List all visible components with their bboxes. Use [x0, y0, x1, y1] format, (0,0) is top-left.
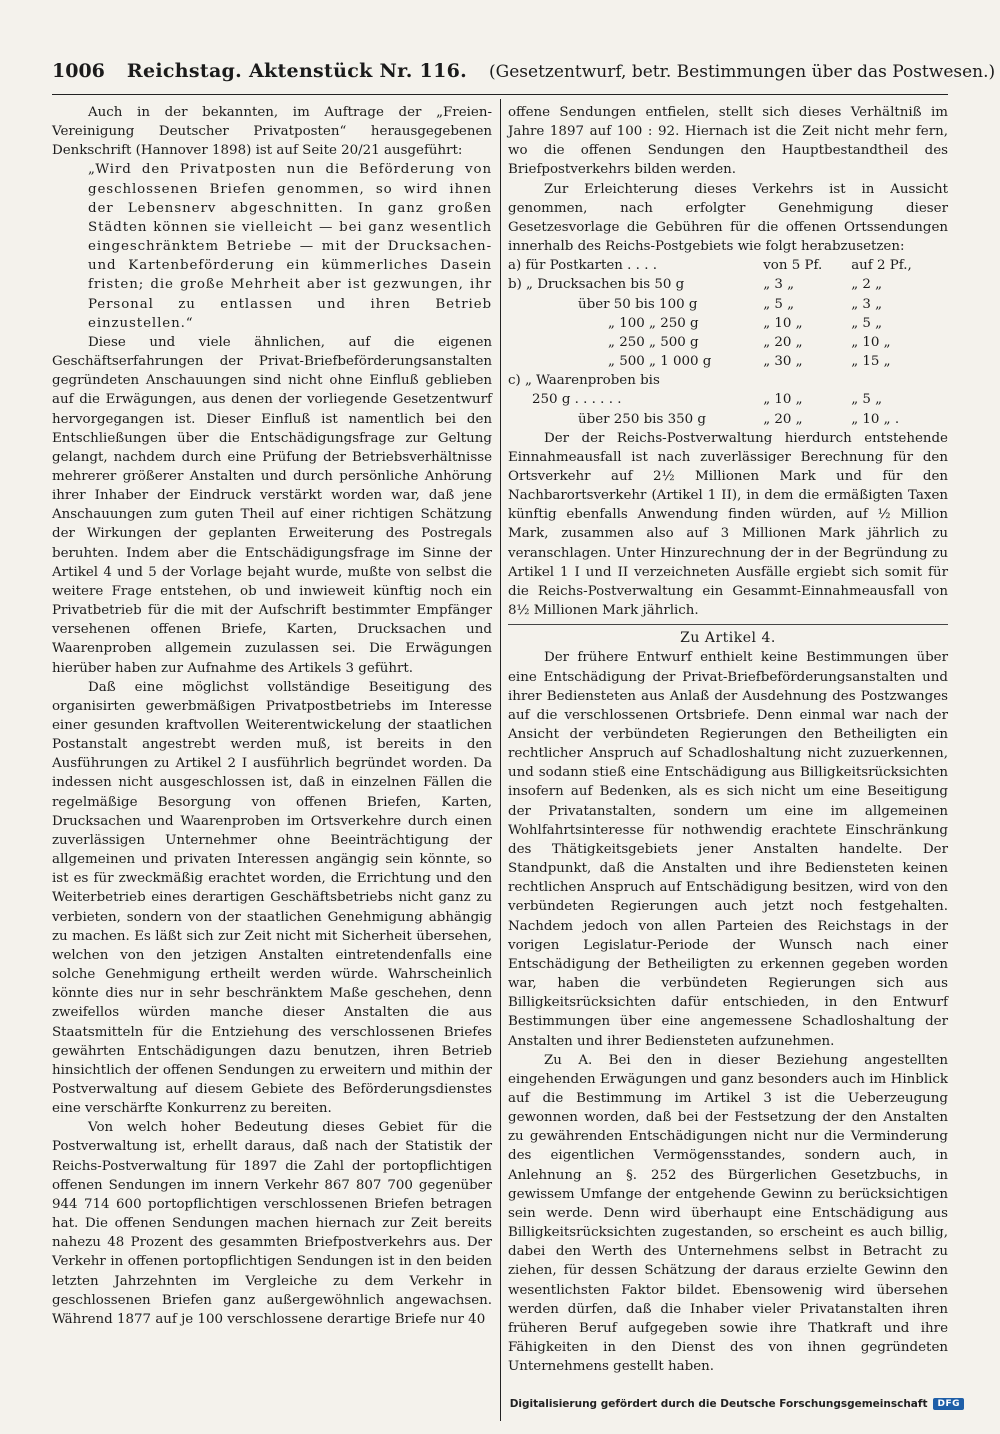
table-row [508, 275, 948, 294]
table-row [508, 390, 948, 409]
table-row [508, 352, 948, 371]
section-divider [508, 624, 948, 625]
table-cell: „ 10 „ [763, 315, 803, 331]
footer-credit: Digitalisierung gefördert durch die Deutsche Forschungsgemeinschaft [509, 1398, 928, 1410]
table-cell: a) für Postkarten . . . . [508, 258, 657, 274]
table-cell: b) „ Drucksachen bis 50 g [508, 277, 685, 293]
column-divider [500, 99, 501, 1421]
tariff-table [508, 256, 948, 428]
table-cell: c) „ Waarenproben bis [508, 373, 660, 389]
table-cell: von 5 Pf. [763, 258, 823, 274]
table-cell: „ 100 „ 250 g [608, 315, 699, 331]
page-header [52, 60, 996, 86]
table-row [508, 410, 948, 429]
paragraph: offene Sendungen entfielen, stellt sich dieses Verhältniß im Jahre 1897 auf 100 : 92. Hiernach ist die Zeit nicht mehr fern, wo die offenen Sendungen den Hauptbestandtheil des Briefpostverkehrs bilden werden. [508, 105, 948, 178]
page-number: 1006 [52, 60, 105, 82]
table-cell: „ 5 „ [851, 315, 883, 331]
paragraph: Der der Reichs-Postverwaltung hierdurch entstehende Einnahmeausfall ist nach zuverlässiger Berechnung für den Ortsverkehr auf 2½ Millionen Mark und für den Nachbarortsverkehr (Artikel 1 II), in dem die ermäßigten Taxen künftig ebenfalls Anwendung finden würden, auf ½ Million Mark, zusammen also auf 3 Millionen Mark jährlich zu veranschlagen. Unter Hinzurechnung der in der Begründung zu Artikel 1 I und II verzeichneten Ausfälle ergiebt sich somit für die Reichs-Postverwaltung ein Gesammt-Einnahmeausfall von 8½ Millionen Mark jährlich. [508, 430, 948, 619]
table-cell: 250 g . . . . . . [532, 392, 622, 408]
table-cell: „ 20 „ [763, 411, 803, 427]
table-cell: „ 3 „ [851, 296, 883, 312]
paragraph: Diese und viele ähnlichen, auf die eigenen Geschäftserfahrungen der Privat-Briefbeförderungsanstalten gegründeten Anschauungen sind nicht ohne Einfluß geblieben auf die Erwägungen, aus denen der vorliegende Gesetzentwurf hervorgegangen ist. Dieser Einfluß ist namentlich bei den Entschließungen über die Entschädigungsfrage zur Geltung gelangt, nachdem durch eine Prüfung der Betriebsverhältnisse mehrerer größerer Anstalten und durch persönliche Anhörung ihrer Inhaber der Eindruck verstärkt worden war, daß jene Anschauungen zum guten Theil auf einer richtigen Schätzung der Wirkungen der geplanten Erweiterung des Postregals beruhten. Indem aber die Entschädigungsfrage im Sinne der Artikel 4 und 5 der Vorlage bejaht wurde, mußte von selbst die weitere Frage entstehen, ob und inwieweit künftig noch ein Privatbetrieb für die mit der Aufschrift bestimmter Empfänger versehenen offenen Briefe, Karten, Drucksachen und Waarenproben allgemein zuzulassen sei. Die Erwägungen hierüber haben zur Aufnahme des Artikels 3 geführt. [52, 334, 492, 676]
table-cell [763, 371, 851, 390]
table-cell: „ 15 „ [851, 354, 891, 370]
table-cell [851, 371, 948, 390]
paragraph: Auch in der bekannten, im Auftrage der „Freien-Vereinigung Deutscher Privatposten“ herausgegebenen Denkschrift (Hannover 1898) ist auf Seite 20/21 ausgeführt: [52, 105, 492, 159]
paragraph: Zur Erleichterung dieses Verkehrs ist in Aussicht genommen, nach erfolgter Genehmigung dieser Gesetzesvorlage die Gebühren für die offenen Ortssendungen innerhalb des Reichs-Postgebiets wie folgt herabzusetzen: [508, 181, 948, 255]
table-row [508, 256, 948, 275]
running-title: Reichstag. Aktenstück Nr. 116. [126, 60, 468, 82]
table-row [508, 295, 948, 314]
table-cell: „ 2 „ [851, 277, 883, 293]
table-cell: „ 3 „ [763, 277, 795, 293]
table-cell: „ 5 „ [851, 392, 883, 408]
table-cell: „ 20 „ [763, 334, 803, 350]
table-cell: „ 10 „ [851, 334, 891, 350]
table-row [508, 333, 948, 352]
table-cell: „ 30 „ [763, 354, 803, 370]
section-heading: Zu Artikel 4. [680, 630, 776, 647]
table-cell: „ 250 „ 500 g [608, 334, 699, 350]
table-row [508, 314, 948, 333]
paragraph: Zu A. Bei den in dieser Beziehung angestellten eingehenden Erwägungen und ganz besonders auch im Hinblick auf die Bestimmung im Artikel 3 ist die Ueberzeugung gewonnen worden, daß bei der Festsetzung der den Anstalten zu gewährenden Entschädigungen nicht nur die Verminderung des eigentlichen Vermögensstandes, sondern auch, in Anlehnung an §. 252 des Bürgerlichen Gesetzbuchs, in gewissem Umfange der entgehende Gewinn zu berücksichtigen sein werde. Denn wird überhaupt eine Entschädigung aus Billigkeitsrücksichten zugestanden, so erscheint es auch billig, dabei den Werth des Unternehmens selbst in Betracht zu ziehen, für dessen Schätzung der daraus erzielte Gewinn den wesentlichsten Faktor bildet. Ebensowenig wird übersehen werden dürfen, daß die Inhaber vieler Privatanstalten ihren früheren Beruf aufgegeben sowie ihre Thatkraft und ihre Fähigkeiten in den Dienst des von ihnen gegründeten Unternehmens gestellt haben. [508, 1052, 948, 1375]
paragraph: Der frühere Entwurf enthielt keine Bestimmungen über eine Entschädigung der Privat-Briefbeförderungsanstalten und ihrer Bediensteten aus Anlaß der Ausdehnung des Postzwanges auf die verschlossenen Ortsbriefe. Denn einmal war nach der Ansicht der verbündeten Regierungen den Betheiligten ein rechtlicher Anspruch auf Schadloshaltung nicht zuzuerkennen, und sodann stieß eine Entschädigung aus Billigkeitsrücksichten insofern auf Bedenken, als es sich nicht um eine Beseitigung der Privatanstalten, sondern um eine im allgemeinen Wohlfahrtsinteresse für nothwendig erachtete Einschränkung des Thätigkeitsgebiets jener Anstalten handelte. Der Standpunkt, daß die Anstalten und ihre Bediensteten keinen rechtlichen Anspruch auf Entschädigung besitzen, wird von den verbündeten Regierungen auch jetzt noch festgehalten. Nachdem jedoch von allen Parteien des Reichstags in der vorigen Legislatur-Periode der Wunsch nach einer Entschädigung der Betheiligten zu erkennen gegeben worden war, haben die verbündeten Regierungen sich aus Billigkeitsrücksichten dafür entschieden, in den Entwurf Bestimmungen über eine angemessene Schadloshaltung der Anstalten und ihrer Bediensteten aufzunehmen. [508, 650, 948, 1049]
paragraph: Von welch hoher Bedeutung dieses Gebiet für die Postverwaltung ist, erhellt daraus, daß nach der Statistik der Reichs-Postverwaltung für 1897 die Zahl der portopflichtigen offenen Sendungen im innern Verkehr 867 807 700 gegenüber 944 714 600 portopflichtigen verschlossenen Briefen betragen hat. Die offenen Sendungen machen hiernach zur Zeit bereits nahezu 48 Prozent des gesammten Briefpostverkehrs aus. Der Verkehr in offenen portopflichtigen Sendungen ist in den beiden letzten Jahrzehnten im Vergleiche zu dem Verkehr in geschlossenen Briefen ganz außergewöhnlich angewachsen. Während 1877 auf je 100 verschlossene derartige Briefe nur 40 [52, 1120, 492, 1327]
table-cell: „ 10 „ . [851, 411, 900, 427]
dfg-logo: DFG [933, 1398, 964, 1410]
running-subtitle: (Gesetzentwurf, betr. Bestimmungen über das Postwesen.) [489, 62, 996, 82]
paragraph: Daß eine möglichst vollständige Beseitigung des organisirten gewerbmäßigen Privatpostbetriebs im Interesse einer gesunden kraftvollen Weiterentwickelung der staatlichen Postanstalt angestrebt werden muß, ist bereits in den Ausführungen zu Artikel 2 I ausführlich begründet worden. Da indessen nicht ausgeschlossen ist, daß in einzelnen Fällen die regelmäßige Besorgung von offenen Briefen, Karten, Drucksachen und Waarenproben im Ortsverkehre durch einen zuverlässigen Unternehmer ohne Beeinträchtigung der allgemeinen und privaten Interessen angängig sein könnte, so ist es für zweckmäßig erachtet worden, die Errichtung und den Weiterbetrieb eines derartigen Geschäftsbetriebs nicht ganz zu verbieten, sondern von der staatlichen Genehmigung abhängig zu machen. Es läßt sich zur Zeit nicht mit Sicherheit übersehen, welchen von den jetzigen Anstalten eintretendenfalls eine solche Genehmigung ertheilt werden würde. Wahrscheinlich könnte dies nur in sehr beschränktem Maße geschehen, denn zweifellos würden manche dieser Anstalten die aus Staatsmitteln für die Entziehung des verschlossenen Briefes gewährten Entschädigungen dazu benutzen, ihren Betrieb hinsichtlich der offenen Sendungen zu erweitern und mithin der Postverwaltung auf diesem Gebiete des Beförderungsdienstes eine verschärfte Konkurrenz zu bereiten. [52, 679, 492, 1117]
table-cell: auf 2 Pf., [851, 258, 912, 274]
table-cell: „ 10 „ [763, 392, 803, 408]
table-row [508, 371, 948, 390]
table-cell: über 250 bis 350 g [578, 411, 706, 427]
table-cell: über 50 bis 100 g [578, 296, 698, 312]
digitization-footer [510, 1396, 964, 1412]
block-quote: „Wird den Privatposten nun die Beförderung von geschlossenen Briefen genommen, so wird ihnen der Lebensnerv abgeschnitten. In ganz großen Städten können sie vielleicht — bei ganz wesentlich eingeschränktem Betriebe — mit der Drucksachen- und Kartenbeförderung ein kümmerliches Dasein fristen; die große Mehrheit aber ist gezwungen, ihr Personal zu entlassen und ihren Betrieb einzustellen.“ [88, 162, 492, 331]
right-column [508, 103, 948, 1376]
header-rule [52, 94, 948, 95]
table-cell: „ 5 „ [763, 296, 795, 312]
table-cell: „ 500 „ 1 000 g [608, 354, 712, 370]
left-column [52, 103, 492, 1329]
